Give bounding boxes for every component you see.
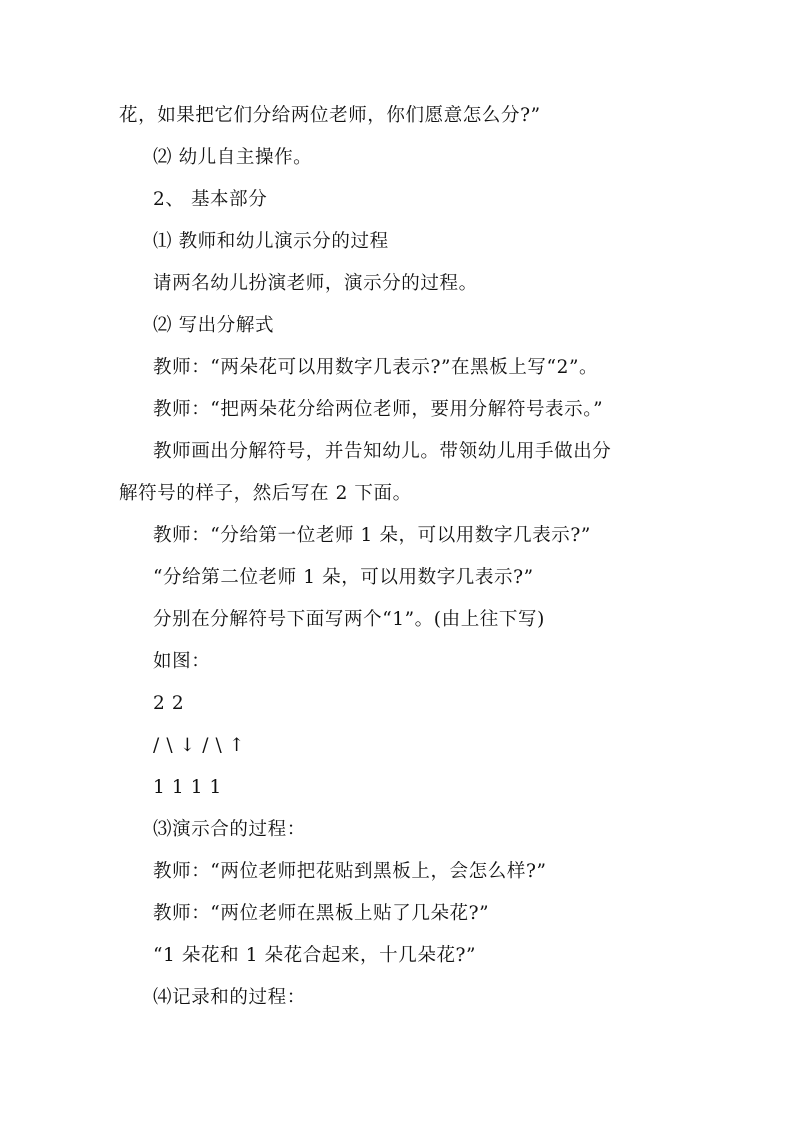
text-line-18: ⑶演示合的过程： <box>153 819 306 840</box>
text-line-8: 教师：“把两朵花分给两位老师，要用分解符号表示。” <box>153 399 604 420</box>
text-line-5: 请两名幼儿扮演老师，演示分的过程。 <box>153 273 478 294</box>
text-line-9: 教师画出分解符号，并告知幼儿。带领幼儿用手做出分 <box>153 441 612 462</box>
diagram-bottom-numbers: 1 1 1 1 <box>153 777 222 798</box>
text-line-3: 2、 基本部分 <box>153 189 268 210</box>
text-line-7: 教师：“两朵花可以用数字几表示?”在黑板上写“2”。 <box>153 357 599 378</box>
text-line-6: ⑵ 写出分解式 <box>153 315 275 336</box>
text-line-1: 花，如果把它们分给两位老师，你们愿意怎么分?” <box>119 105 541 126</box>
text-line-12: “分给第二位老师 1 朵，可以用数字几表示?” <box>153 567 534 588</box>
diagram-symbols: / \ ↓ / \ ↑ <box>153 735 245 756</box>
text-line-21: “1 朵花和 1 朵花合起来，十几朵花?” <box>153 945 477 966</box>
text-line-20: 教师：“两位老师在黑板上贴了几朵花?” <box>153 903 490 924</box>
diagram-top-numbers: 2 2 <box>153 693 185 714</box>
text-line-22: ⑷记录和的过程： <box>153 987 306 1008</box>
text-line-14: 如图： <box>153 651 211 672</box>
text-line-4: ⑴ 教师和幼儿演示分的过程 <box>153 231 389 252</box>
text-line-13: 分别在分解符号下面写两个“1”。(由上往下写) <box>153 609 545 630</box>
text-line-2: ⑵ 幼儿自主操作。 <box>153 147 313 168</box>
text-line-10: 解符号的样子，然后写在 2 下面。 <box>119 483 412 504</box>
text-line-19: 教师：“两位老师把花贴到黑板上，会怎么样?” <box>153 861 547 882</box>
text-line-11: 教师：“分给第一位老师 1 朵，可以用数字几表示?” <box>153 525 591 546</box>
